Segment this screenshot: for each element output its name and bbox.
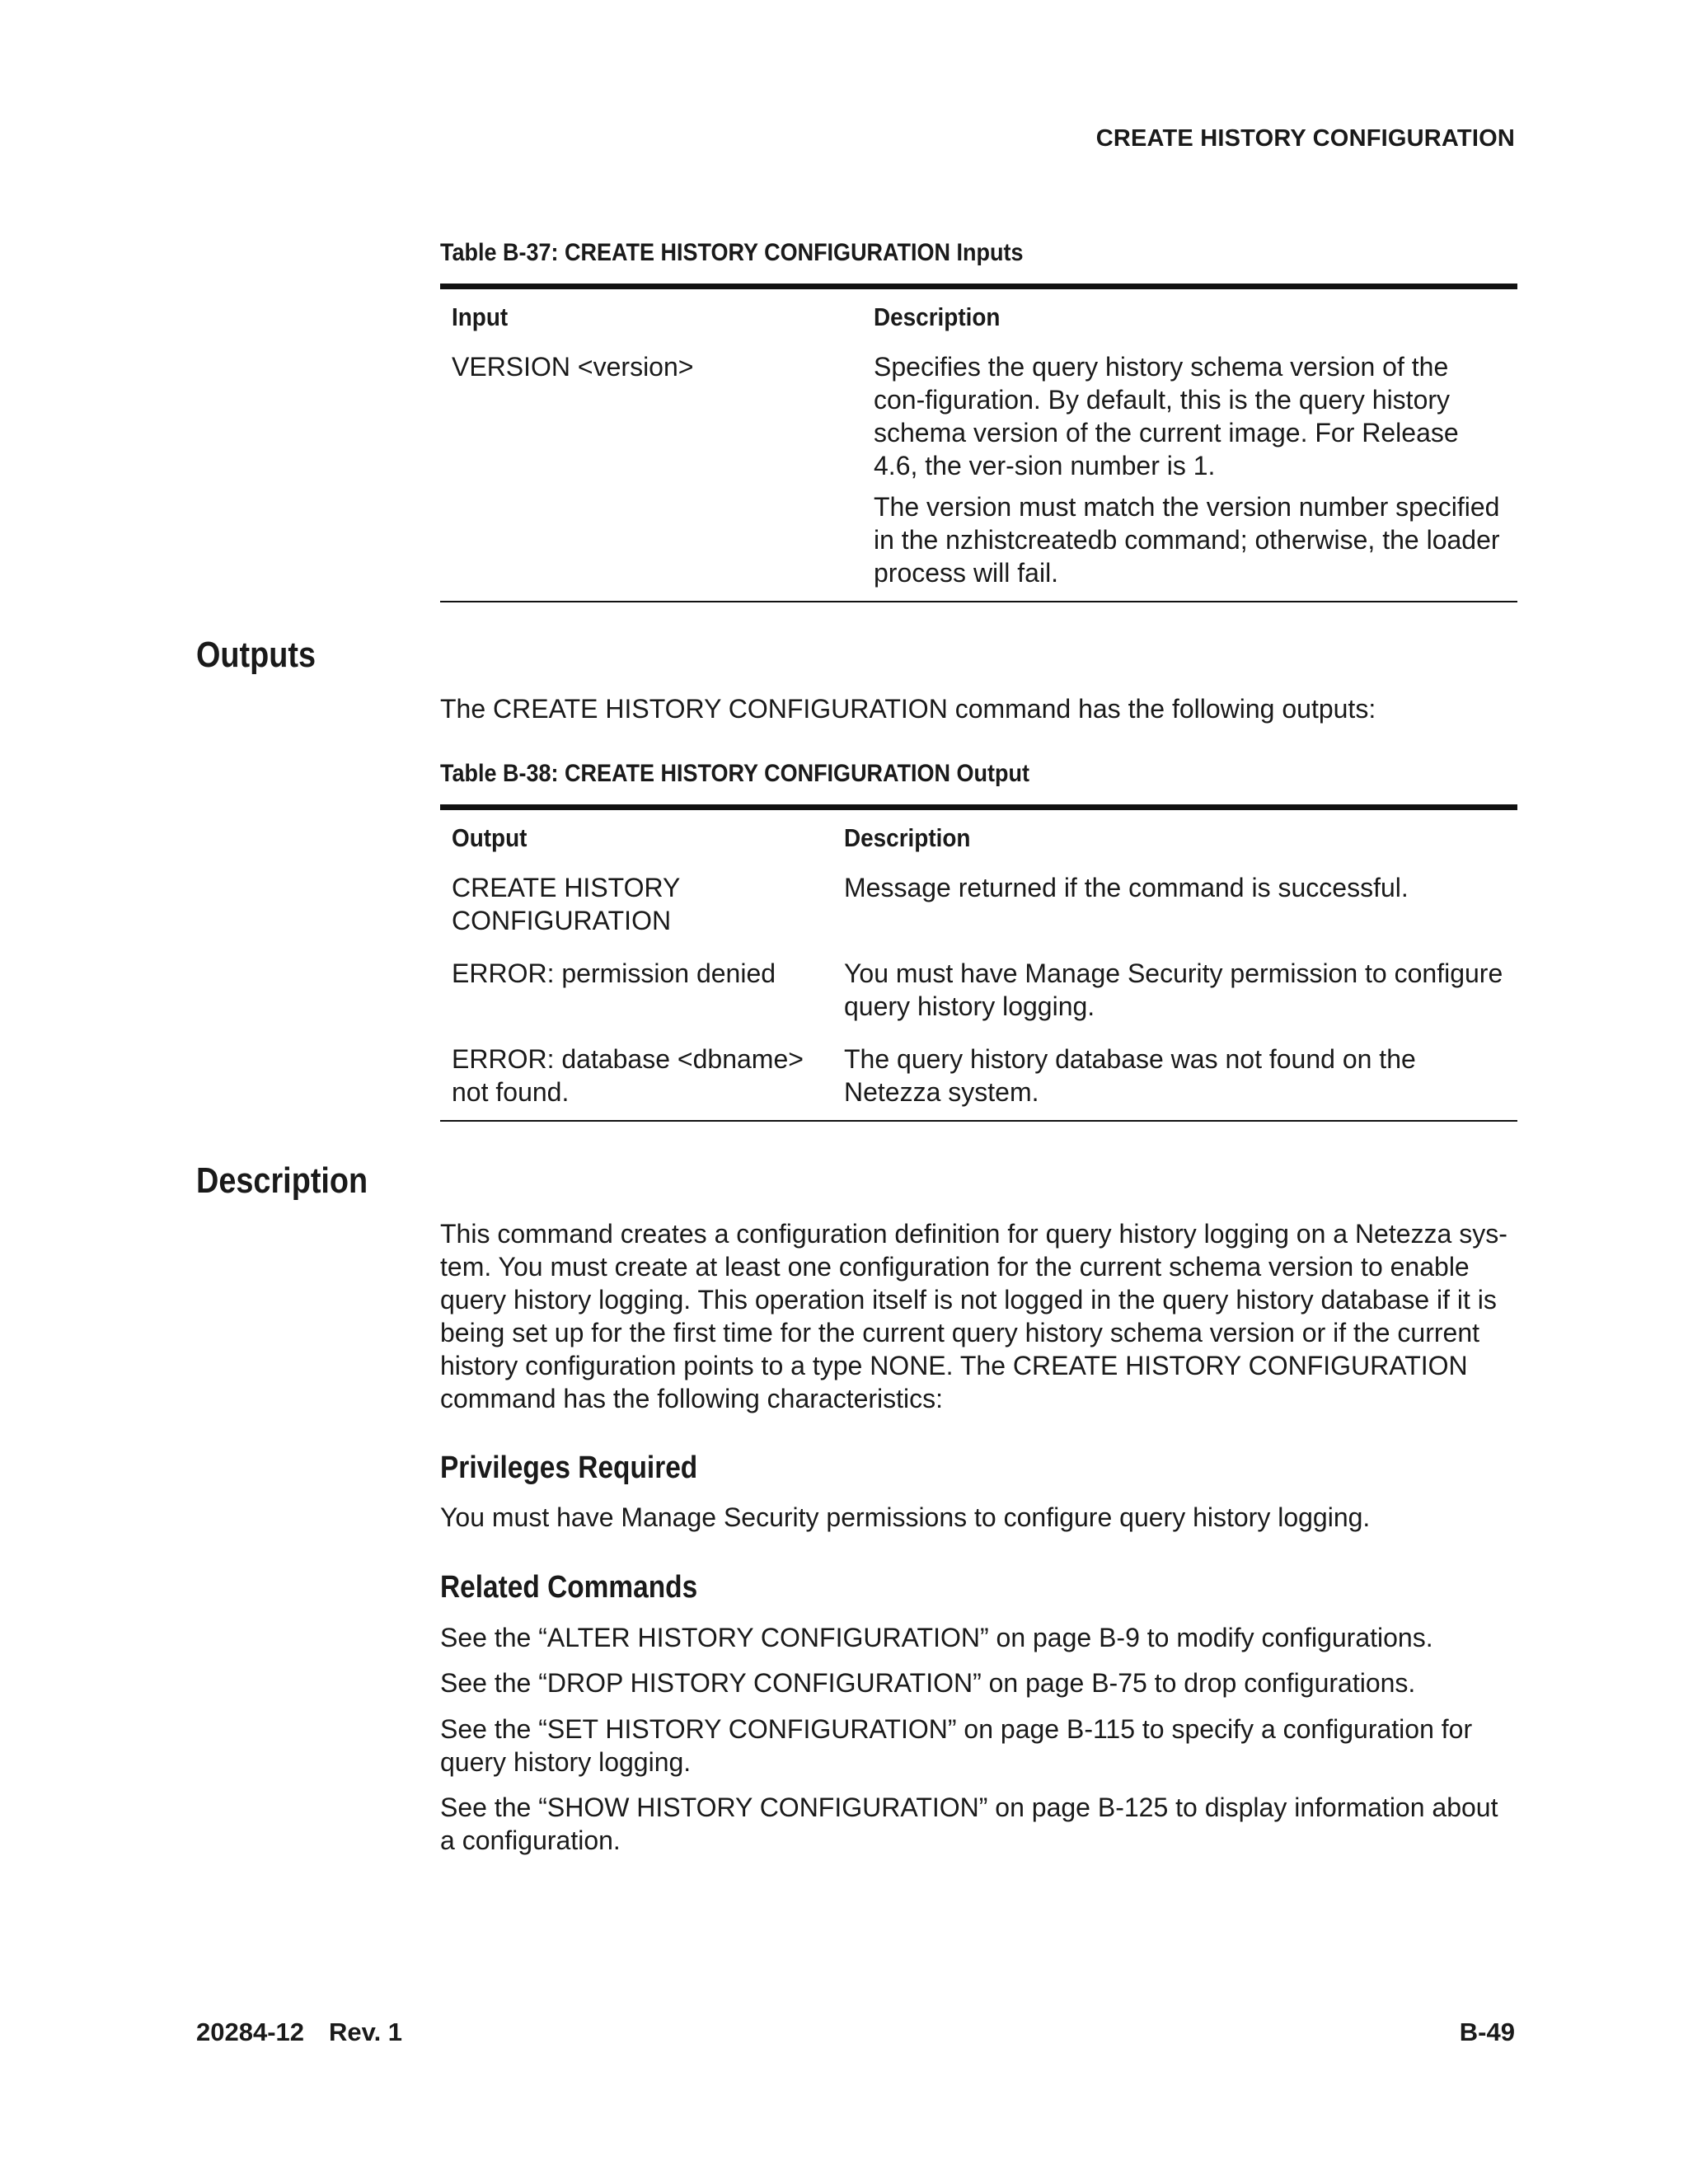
revision: Rev. 1 — [329, 2018, 403, 2046]
related-command-item: See the “SET HISTORY CONFIGURATION” on page B-115 to specify a configuration for query history logging. — [440, 1714, 1473, 1777]
privileges-body: You must have Manage Security permissions to configure query history logging. — [440, 1502, 1371, 1532]
outputs-intro: The CREATE HISTORY CONFIGURATION command has the following outputs: — [440, 694, 1376, 724]
description-paragraph: Specifies the query history schema version of the con-figuration. By default, this is the query history schema version of the current image. For Release 4.6, the ver-sion number is 1. — [874, 352, 1459, 480]
column-header-output: Output — [452, 823, 528, 852]
description-cell: You must have Manage Security permission to configure query history logging. — [844, 958, 1503, 1021]
column-header-description: Description — [874, 302, 1001, 331]
doc-number: 20284-12 — [196, 2018, 305, 2046]
page-number: B-49 — [1459, 2018, 1515, 2046]
description-cell: The query history database was not found on the Netezza system. — [844, 1044, 1416, 1107]
footer-doc-info — [196, 2018, 402, 2047]
related-command-item: See the “DROP HISTORY CONFIGURATION” on page B-75 to drop configurations. — [440, 1668, 1416, 1698]
outputs-table — [440, 804, 1517, 1122]
table-row — [440, 863, 1517, 949]
related-command-item: See the “ALTER HISTORY CONFIGURATION” on page B-9 to modify configurations. — [440, 1623, 1433, 1652]
table-row — [440, 342, 1517, 602]
table-row — [440, 949, 1517, 1034]
description-body: This command creates a configuration definition for query history logging on a Netezza sys-tem. You must create at least one configuration for the current schema version to enable query history logging. This operation itself is not logged in the query history database if it is being set up for the first time for the current query history schema version or if the current history configuration points to a type NONE. The CREATE HISTORY CONFIGURATION command has the following characteristics: — [440, 1219, 1507, 1413]
section-heading-outputs: Outputs — [196, 635, 316, 675]
description-cell — [862, 342, 1517, 602]
table-caption-inputs: Table B-37: CREATE HISTORY CONFIGURATION Inputs — [440, 239, 1024, 266]
table-row — [440, 1034, 1517, 1121]
description-cell: Message returned if the command is successful. — [844, 873, 1409, 902]
output-cell: ERROR: permission denied — [452, 958, 776, 988]
column-header-input: Input — [452, 302, 509, 331]
input-cell: VERSION <version> — [452, 352, 694, 382]
section-heading-description: Description — [196, 1160, 368, 1201]
subheading-privileges: Privileges Required — [440, 1451, 698, 1485]
running-head: CREATE HISTORY CONFIGURATION — [1095, 125, 1515, 152]
description-paragraph: The version must match the version number specified in the nzhistcreatedb command; otherwise, the loader process will fail. — [874, 492, 1500, 588]
table-caption-outputs: Table B-38: CREATE HISTORY CONFIGURATION Output — [440, 760, 1030, 787]
subheading-related-commands: Related Commands — [440, 1570, 698, 1605]
inputs-table — [440, 284, 1517, 602]
related-command-item: See the “SHOW HISTORY CONFIGURATION” on page B-125 to display information about a configuration. — [440, 1793, 1498, 1855]
column-header-description: Description — [844, 823, 971, 852]
output-cell: ERROR: database <dbname> not found. — [452, 1044, 804, 1107]
output-cell: CREATE HISTORY CONFIGURATION — [452, 873, 680, 935]
